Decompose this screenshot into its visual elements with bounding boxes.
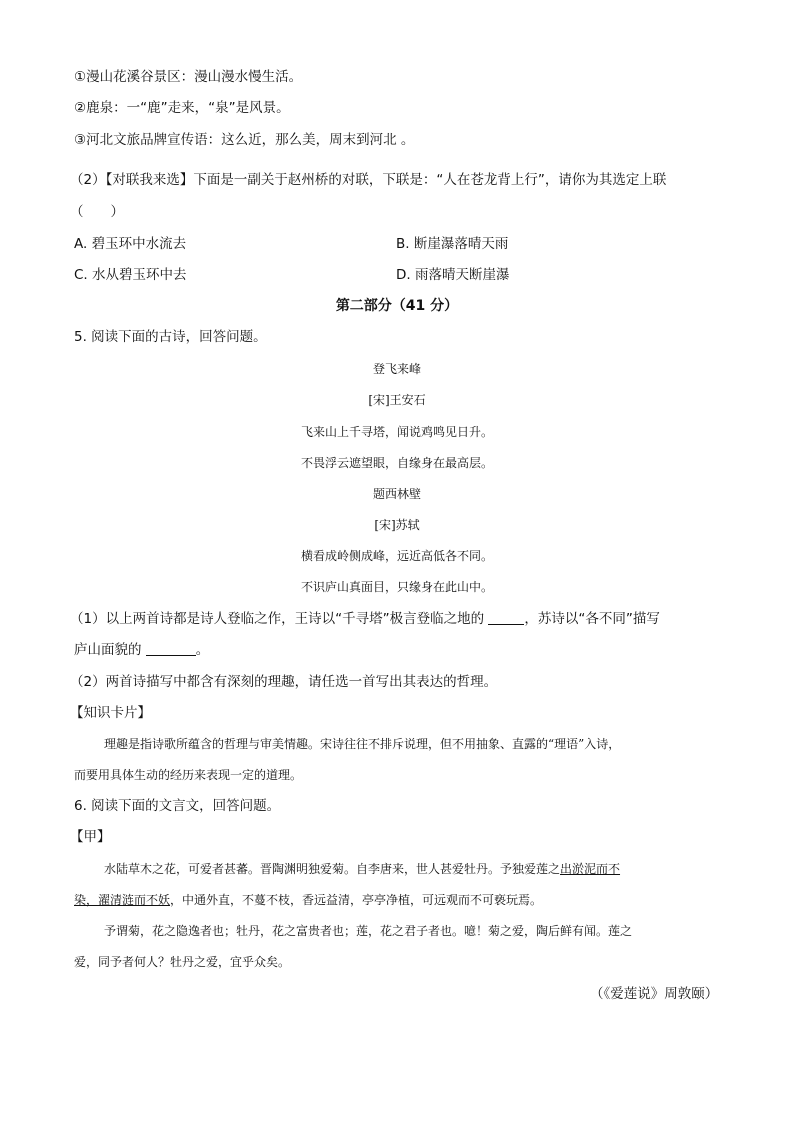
- option-d: D. 雨落晴天断崖瀑: [396, 267, 510, 283]
- answer-paren: （ ）: [70, 204, 124, 220]
- item-3: ③河北文旅品牌宣传语：这么近，那么美，周末到河北 。: [74, 132, 415, 148]
- option-a: A. 碧玉环中水流去: [74, 236, 187, 252]
- knowledge-card-title: 【知识卡片】: [70, 705, 151, 721]
- poem2-line-1: 横看成岭侧成峰，远近高低各不同。: [300, 549, 493, 563]
- poem2-line-2: 不识庐山真面目，只缘身在此山中。: [300, 580, 493, 594]
- passage-line-4: 爱，同予者何人？牡丹之爱，宜乎众矣。: [74, 955, 291, 969]
- poem1-line-2: 不畏浮云遮望眼，自缘身在最高层。: [300, 456, 493, 470]
- passage-line-2: [74, 891, 542, 909]
- question-5-1-line-1: [70, 610, 660, 628]
- answer-blank-2[interactable]: [146, 641, 196, 656]
- item-1: ①漫山花溪谷景区：漫山漫水慢生活。: [74, 69, 303, 85]
- question-5-1-line-2: [74, 641, 209, 659]
- q5-1-text-c: 庐山面貌的: [74, 642, 142, 658]
- q5-1-text-d: 。: [195, 642, 210, 658]
- underlined-phrase-1: 出淤泥而不: [560, 862, 621, 876]
- answer-blank-1[interactable]: [488, 610, 524, 625]
- knowledge-card-line-1: 理趣是指诗歌所蕴含的哲理与审美情趣。宋诗往往不排斥说理，但不用抽象、直露的“理语”入诗，: [104, 737, 621, 751]
- question-6-intro: 6. 阅读下面的文言文，回答问题。: [74, 798, 281, 814]
- q5-1-text-a: （1）以上两首诗都是诗人登临之作，王诗以“千寻塔”极言登临之地的: [70, 611, 485, 627]
- passage-line-2-text: ，中通外直，不蔓不枝，香远益清，亭亭净植，可远观而不可亵玩焉。: [170, 893, 543, 907]
- poem2-title: 题西林壁: [372, 487, 421, 501]
- part2-heading: 第二部分（41 分）: [335, 298, 459, 314]
- poem2-author: [宋]苏轼: [374, 518, 420, 532]
- q5-1-text-b: ，苏诗以“各不同”描写: [524, 611, 660, 627]
- question-5-intro: 5. 阅读下面的古诗，回答问题。: [74, 329, 267, 345]
- passage-source: （《爱莲说》周敦颐）: [590, 986, 719, 1002]
- option-c: C. 水从碧玉环中去: [74, 267, 187, 283]
- knowledge-card-line-2: 而要用具体生动的经历来表现一定的道理。: [74, 768, 303, 782]
- passage-line-3: 予谓菊，花之隐逸者也；牡丹，花之富贵者也；莲，花之君子者也。噫！菊之爱，陶后鲜有闻。莲之: [104, 924, 633, 938]
- underlined-phrase-2: 染，濯清涟而不妖: [74, 893, 171, 907]
- option-b: B. 断崖瀑落晴天雨: [396, 236, 509, 252]
- passage-line-1-text: 水陆草木之花，可爱者甚蕃。晋陶渊明独爱菊。自李唐来，世人甚爱牡丹。予独爱莲之: [104, 862, 561, 876]
- question-4-2: （2）【对联我来选】下面是一副关于赵州桥的对联，下联是：“人在苍龙背上行”，请你为其选定上联: [70, 172, 667, 188]
- text-label-jia: 【甲】: [70, 829, 111, 845]
- poem1-line-1: 飞来山上千寻塔，闻说鸡鸣见日升。: [300, 425, 493, 439]
- question-5-2: （2）两首诗描写中都含有深刻的理趣，请任选一首写出其表达的哲理。: [70, 674, 498, 690]
- poem1-author: [宋]王安石: [368, 393, 426, 407]
- poem1-title: 登飞来峰: [372, 362, 421, 376]
- item-2: ②鹿泉：一“鹿”走来，“泉”是风景。: [74, 100, 290, 116]
- passage-line-1: [104, 860, 620, 878]
